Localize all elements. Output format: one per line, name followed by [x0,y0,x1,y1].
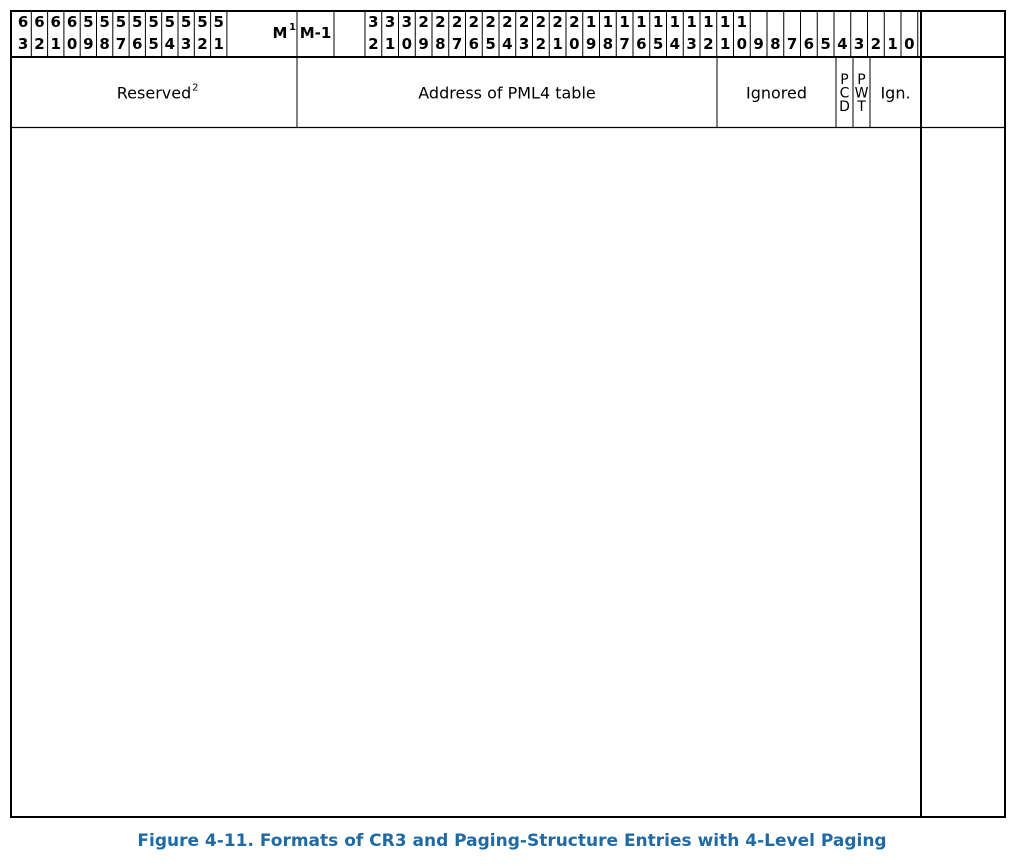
svg-text:5: 5 [132,13,143,31]
svg-text:Ign.: Ign. [880,83,911,103]
svg-text:1: 1 [669,13,681,31]
svg-text:0: 0 [736,35,748,53]
svg-text:6: 6 [50,13,61,31]
svg-text:Reserved: Reserved [116,83,192,103]
bit-low-31 [385,11,399,57]
bit-low-7 [787,11,801,57]
bit-high-57 [116,11,129,57]
svg-text:3: 3 [180,35,192,53]
svg-text:1: 1 [636,13,647,31]
svg-text:2: 2 [535,13,547,31]
diagram-frame [11,11,1005,817]
svg-text:1: 1 [602,13,614,31]
svg-text:2: 2 [535,35,547,53]
svg-text:2: 2 [569,13,580,31]
bit-high-60 [67,11,80,57]
field-pwt [855,72,869,115]
svg-text:1: 1 [736,13,748,31]
bit-high-52 [197,11,210,57]
svg-text:3: 3 [17,35,29,53]
svg-text:2: 2 [870,35,882,53]
svg-text:5: 5 [652,35,664,53]
svg-text:P: P [857,71,866,88]
bit-low-1 [887,11,901,57]
bit-low-3 [854,11,868,57]
bit-header [18,11,918,57]
bit-low-25 [485,11,499,57]
bit-low-16 [636,11,650,57]
svg-text:2: 2 [192,82,199,94]
m-label: M [272,24,288,42]
svg-text:1: 1 [585,13,597,31]
svg-text:9: 9 [418,35,429,53]
bit-low-6 [804,11,818,57]
svg-text:1: 1 [50,35,61,53]
bit-high-55 [148,11,161,57]
bit-high-62 [34,11,47,57]
svg-text:0: 0 [569,35,580,53]
bit-high-54 [165,11,178,57]
svg-text:0: 0 [66,35,78,53]
svg-text:2: 2 [552,13,563,31]
svg-text:5: 5 [148,35,159,53]
svg-text:W: W [854,85,869,102]
svg-text:6: 6 [66,13,78,31]
bit-low-18 [603,11,617,57]
bit-high-56 [132,11,145,57]
svg-text:6: 6 [636,35,647,53]
svg-text:4: 4 [837,35,848,53]
svg-text:6: 6 [803,35,815,53]
svg-text:1: 1 [686,13,697,31]
bit-low-22 [536,11,550,57]
svg-text:8: 8 [99,35,110,53]
svg-text:8: 8 [435,35,446,53]
bit-low-8 [770,11,784,57]
svg-text:2: 2 [418,13,429,31]
svg-text:6: 6 [132,35,143,53]
svg-text:2: 2 [197,35,208,53]
svg-text:1: 1 [719,35,731,53]
field-address-of-pml4-table [418,83,595,102]
bit-low-21 [552,11,566,57]
svg-text:6: 6 [468,35,480,53]
svg-text:2: 2 [703,35,714,53]
bit-high-59 [83,11,96,57]
bit-low-27 [452,11,466,57]
bit-low-13 [686,11,700,57]
bit-low-23 [519,11,533,57]
svg-text:3: 3 [368,13,379,31]
bit-low-26 [469,11,483,57]
bit-low-0 [904,11,918,57]
svg-text:3: 3 [518,35,530,53]
svg-text:9: 9 [753,35,764,53]
bit-low-20 [569,11,583,57]
svg-text:2: 2 [502,13,513,31]
bit-low-11 [720,11,734,57]
svg-text:3: 3 [686,35,697,53]
bit-low-29 [418,11,432,57]
bit-low-10 [737,11,751,57]
field-reserved [117,82,199,102]
bit-high-61 [51,11,64,57]
svg-text:7: 7 [451,35,463,53]
svg-text:5: 5 [213,13,224,31]
svg-text:T: T [857,98,866,115]
svg-text:1: 1 [703,13,714,31]
svg-text:9: 9 [83,35,94,53]
svg-text:7: 7 [786,35,798,53]
svg-text:Ignored: Ignored [745,83,808,103]
figure-caption: Figure 4-11. Formats of CR3 and Paging-Structure Entries with 4-Level Paging [137,831,887,851]
svg-text:4: 4 [669,35,681,53]
svg-text:9: 9 [585,35,597,53]
bit-low-19 [586,11,600,57]
svg-text:7: 7 [115,35,127,53]
bit-low-32 [368,11,382,57]
svg-text:3: 3 [401,13,413,31]
bit-low-30 [402,11,416,57]
bit-low-5 [820,11,834,57]
svg-text:8: 8 [770,35,781,53]
field-ignored [746,83,807,102]
svg-text:7: 7 [619,35,630,53]
svg-text:3: 3 [853,35,865,53]
svg-text:D: D [839,98,850,115]
svg-text:Address of PML4 table: Address of PML4 table [418,83,596,103]
svg-text:5: 5 [83,13,94,31]
m-superscript: 1 [289,22,296,33]
svg-text:3: 3 [384,13,396,31]
svg-text:8: 8 [602,35,614,53]
bit-low-2 [871,11,885,57]
bit-low-15 [653,11,667,57]
bit-low-14 [670,11,684,57]
svg-text:0: 0 [904,35,915,53]
svg-text:1: 1 [552,35,563,53]
svg-text:2: 2 [485,13,496,31]
bit-low-17 [619,11,633,57]
bit-high-58 [99,11,112,57]
svg-text:5: 5 [115,13,127,31]
m-minus-1-label: M-1 [299,24,332,42]
svg-text:1: 1 [652,13,664,31]
svg-text:5: 5 [180,13,192,31]
svg-text:4: 4 [502,35,513,53]
svg-text:2: 2 [518,13,530,31]
svg-text:5: 5 [485,35,496,53]
bit-high-63 [18,11,31,57]
svg-text:2: 2 [368,35,379,53]
svg-text:1: 1 [384,35,396,53]
bit-low-24 [502,11,516,57]
svg-text:6: 6 [34,13,45,31]
svg-text:1: 1 [887,35,898,53]
svg-text:5: 5 [197,13,208,31]
svg-text:6: 6 [17,13,29,31]
svg-text:1: 1 [619,13,630,31]
svg-text:C: C [839,85,850,102]
svg-text:5: 5 [148,13,159,31]
bit-low-9 [753,11,767,57]
svg-text:2: 2 [451,13,463,31]
field-pcd [839,72,850,115]
svg-text:5: 5 [164,13,176,31]
svg-text:4: 4 [164,35,176,53]
bit-high-51 [214,11,227,57]
svg-text:2: 2 [468,13,480,31]
svg-text:P: P [840,71,849,88]
svg-text:5: 5 [820,35,831,53]
svg-text:5: 5 [99,13,110,31]
bit-low-4 [837,11,851,57]
svg-text:2: 2 [435,13,446,31]
bit-high-53 [181,11,194,57]
bit-low-28 [435,11,449,57]
field-ign [880,83,910,102]
bit-low-12 [703,11,717,57]
svg-text:0: 0 [401,35,413,53]
svg-text:1: 1 [719,13,731,31]
svg-text:2: 2 [34,35,45,53]
row-cr3 [11,57,1005,128]
svg-text:1: 1 [213,35,224,53]
